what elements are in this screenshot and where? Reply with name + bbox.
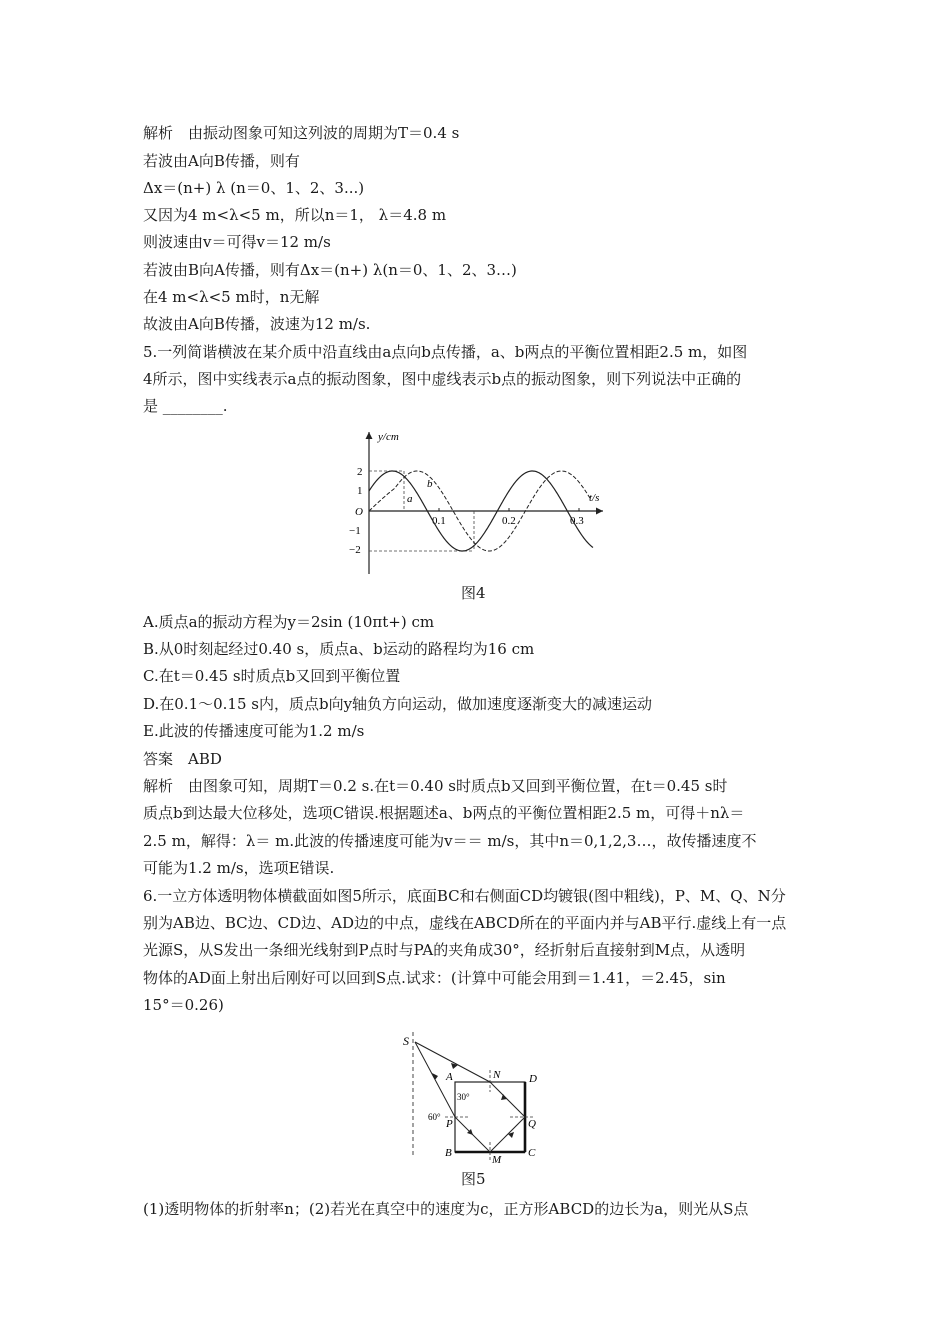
label-s: S [403,1034,409,1048]
text-line: 别为AB边、BC边、CD边、AD边的中点，虚线在ABCD所在的平面内并与AB平行.虚线上有一点 [143,914,787,932]
text-line: 又因为4 m<λ<5 m，所以n＝1， λ＝4.8 m [143,206,447,224]
y-axis-label: y/cm [378,431,399,443]
text-line: (1)透明物体的折射率n；(2)若光在真空中的速度为c，正方形ABCD的边长为a，则光从S点 [143,1200,749,1218]
x-tick-0.2: 0.2 [502,515,516,527]
label-p: P [446,1118,453,1130]
text-line: 4所示，图中实线表示a点的振动图象，图中虚线表示b点的振动图象，则下列说法中正确的 [143,370,742,388]
label-q: Q [528,1118,536,1130]
angle-60-label: 60° [428,1112,441,1122]
text-line: 是 ________. [143,397,228,415]
option-c: C.在t＝0.45 s时质点b又回到平衡位置 [143,667,401,685]
text-line: 则波速由v＝可得v＝12 m/s [143,233,331,251]
figure-5-caption: 图5 [461,1170,486,1188]
option-b: B.从0时刻起经过0.40 s，质点a、b运动的路程均为16 cm [143,640,535,658]
option-a: A.质点a的振动方程为y＝2sin (10πt+) cm [143,613,435,631]
label-a: A [446,1071,453,1083]
text-line: 解析 由振动图象可知这列波的周期为T＝0.4 s [143,124,460,142]
x-tick-0.1: 0.1 [432,515,446,527]
text-line: 可能为1.2 m/s，选项E错误. [143,859,335,877]
y-tick-1: 1 [357,485,363,497]
curve-b-label: b [427,478,433,490]
text-line: 物体的AD面上射出后刚好可以回到S点.试求：(计算中可能会用到＝1.41，＝2.45，sin [143,969,726,987]
label-n: N [493,1069,501,1081]
y-tick-2: 2 [357,466,363,478]
figure-4-caption: 图4 [461,584,486,602]
light-path [415,1042,525,1152]
x-tick-0.3: 0.3 [570,515,584,527]
y-tick-neg1: −1 [349,525,361,537]
y-tick-neg2: −2 [349,544,361,556]
curve-a-label: a [407,493,413,505]
text-line: 2.5 m，解得：λ＝ m.此波的传播速度可能为v＝＝ m/s，其中n＝0,1,2,3…，故传播速度不 [143,832,757,850]
option-d: D.在0.1～0.15 s内，质点b向y轴负方向运动，做加速度逐渐变大的减速运动 [143,695,653,713]
text-line: 质点b到达最大位移处，选项C错误.根据题述a、b两点的平衡位置相距2.5 m，可得＋nλ＝ [143,804,745,822]
label-m: M [492,1154,502,1165]
label-d: D [529,1073,537,1085]
text-line: 15°＝0.26) [143,996,224,1014]
angle-30-label: 30° [457,1092,470,1102]
figure-4-wave-chart [345,424,615,579]
text-line: 若波由B向A传播，则有Δx＝(n+) λ(n＝0、1、2、3…) [143,261,517,279]
figure-5-optics-diagram [395,1030,555,1165]
text-line: 光源S，从S发出一条细光线射到P点时与PA的夹角成30°，经折射后直接射到M点，从透明 [143,941,746,959]
x-axis-label: t/s [589,492,600,504]
origin-label: O [355,506,363,518]
label-b: B [445,1147,452,1159]
label-c: C [528,1147,536,1159]
path-arrows [432,1063,514,1138]
question-5: 5.一列简谐横波在某介质中沿直线由a点向b点传播，a、b两点的平衡位置相距2.5 m，如图 [143,343,748,361]
text-line: 在4 m<λ<5 m时，n无解 [143,288,320,306]
text-line: 解析 由图象可知，周期T＝0.2 s.在t＝0.40 s时质点b又回到平衡位置，在t＝0.45 s时 [143,777,728,795]
question-6: 6.一立方体透明物体横截面如图5所示，底面BC和右侧面CD均镀银(图中粗线)，P、M、Q、N分 [143,887,786,905]
text-line: 故波由A向B传播，波速为12 m/s. [143,315,371,333]
option-e: E.此波的传播速度可能为1.2 m/s [143,722,365,740]
answer: 答案 ABD [143,750,222,768]
text-line: Δx＝(n+) λ (n＝0、1、2、3...) [143,179,365,197]
text-line: 若波由A向B传播，则有 [143,152,300,170]
